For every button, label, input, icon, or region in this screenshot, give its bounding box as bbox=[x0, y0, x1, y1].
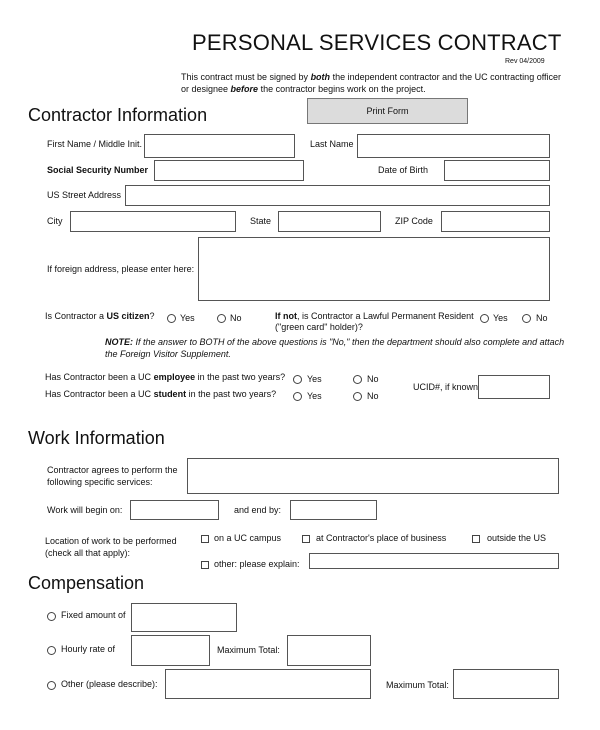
location-other-label: other: please explain: bbox=[214, 559, 300, 569]
location-contractor-label: at Contractor's place of business bbox=[316, 533, 447, 543]
permanent-resident-question-line-2: ("green card" holder)? bbox=[275, 322, 363, 332]
note-line-2: the Foreign Visitor Supplement. bbox=[105, 349, 231, 359]
other-compensation-radio[interactable] bbox=[47, 681, 56, 690]
hourly-rate-radio[interactable] bbox=[47, 646, 56, 655]
resident-no-label: No bbox=[536, 313, 548, 323]
revision-label: Rev 04/2009 bbox=[505, 58, 545, 65]
city-label: City bbox=[47, 216, 63, 226]
other-max-total-field[interactable] bbox=[453, 669, 559, 699]
fixed-amount-label: Fixed amount of bbox=[61, 610, 126, 620]
ucid-label: UCID#, if known bbox=[413, 382, 479, 392]
fixed-amount-field[interactable] bbox=[131, 603, 237, 632]
ssn-field[interactable] bbox=[154, 160, 304, 181]
other-max-total-label: Maximum Total: bbox=[386, 680, 449, 690]
contractor-section-heading: Contractor Information bbox=[28, 105, 208, 125]
dob-field[interactable] bbox=[444, 160, 550, 181]
work-begin-label: Work will begin on: bbox=[47, 505, 123, 515]
zip-field[interactable] bbox=[441, 211, 550, 232]
street-address-field[interactable] bbox=[125, 185, 550, 206]
street-address-label: US Street Address bbox=[47, 190, 122, 200]
services-label-1: Contractor agrees to perform the bbox=[47, 465, 178, 475]
last-name-field[interactable] bbox=[357, 134, 550, 158]
resident-yes-label: Yes bbox=[493, 313, 508, 323]
uc-student-question: Has Contractor been a UC student in the past two years? bbox=[45, 389, 277, 399]
resident-no-radio[interactable] bbox=[522, 314, 531, 323]
first-name-field[interactable] bbox=[144, 134, 295, 158]
hourly-max-total-field[interactable] bbox=[287, 635, 371, 666]
location-outside-label: outside the US bbox=[487, 533, 547, 543]
services-field[interactable] bbox=[187, 458, 559, 494]
employee-yes-radio[interactable] bbox=[293, 375, 302, 384]
services-label-2: following specific services: bbox=[47, 477, 153, 487]
employee-no-radio[interactable] bbox=[353, 375, 362, 384]
hourly-max-total-label: Maximum Total: bbox=[217, 645, 280, 655]
instruction-line-2: or designee before the contractor begins work on the project. bbox=[181, 84, 426, 94]
fixed-amount-radio[interactable] bbox=[47, 612, 56, 621]
permanent-resident-question: If not, is Contractor a Lawful Permanent Resident bbox=[275, 311, 474, 321]
work-section-heading: Work Information bbox=[28, 428, 165, 448]
state-field[interactable] bbox=[278, 211, 381, 232]
compensation-section-heading: Compensation bbox=[28, 573, 145, 593]
employee-yes-label: Yes bbox=[307, 374, 322, 384]
print-form-button[interactable]: Print Form bbox=[307, 98, 468, 124]
location-campus-label: on a UC campus bbox=[214, 533, 282, 543]
zip-label: ZIP Code bbox=[395, 216, 433, 226]
foreign-address-label: If foreign address, please enter here: bbox=[47, 264, 195, 274]
ucid-field[interactable] bbox=[478, 375, 550, 399]
location-contractor-checkbox[interactable] bbox=[302, 535, 310, 543]
student-no-radio[interactable] bbox=[353, 392, 362, 401]
foreign-address-field[interactable] bbox=[198, 237, 550, 301]
form-title: PERSONAL SERVICES CONTRACT bbox=[192, 30, 562, 55]
last-name-label: Last Name bbox=[310, 139, 354, 149]
work-end-label: and end by: bbox=[234, 505, 282, 515]
other-compensation-field[interactable] bbox=[165, 669, 371, 699]
note-line-1: NOTE: If the answer to BOTH of the above questions is "No," then the department should also complete and attach bbox=[105, 337, 565, 347]
citizen-yes-radio[interactable] bbox=[167, 314, 176, 323]
location-outside-checkbox[interactable] bbox=[472, 535, 480, 543]
employee-no-label: No bbox=[367, 374, 379, 384]
us-citizen-question: Is Contractor a US citizen? bbox=[45, 311, 155, 321]
location-label-2: (check all that apply): bbox=[45, 548, 131, 558]
student-yes-label: Yes bbox=[307, 391, 322, 401]
other-compensation-label: Other (please describe): bbox=[61, 679, 158, 689]
citizen-no-label: No bbox=[230, 313, 242, 323]
work-end-field[interactable] bbox=[290, 500, 377, 520]
location-label-1: Location of work to be performed bbox=[45, 536, 177, 546]
hourly-rate-field[interactable] bbox=[131, 635, 210, 666]
resident-yes-radio[interactable] bbox=[480, 314, 489, 323]
citizen-no-radio[interactable] bbox=[217, 314, 226, 323]
instruction-line-1: This contract must be signed by both the independent contractor and the UC contracting officer bbox=[181, 72, 562, 82]
first-name-label: First Name / Middle Init. bbox=[47, 139, 143, 149]
location-campus-checkbox[interactable] bbox=[201, 535, 209, 543]
location-other-checkbox[interactable] bbox=[201, 561, 209, 569]
dob-label: Date of Birth bbox=[378, 165, 429, 175]
ssn-label: Social Security Number bbox=[47, 165, 149, 175]
hourly-rate-label: Hourly rate of bbox=[61, 644, 116, 654]
citizen-yes-label: Yes bbox=[180, 313, 195, 323]
work-begin-field[interactable] bbox=[130, 500, 219, 520]
student-yes-radio[interactable] bbox=[293, 392, 302, 401]
student-no-label: No bbox=[367, 391, 379, 401]
city-field[interactable] bbox=[70, 211, 236, 232]
state-label: State bbox=[250, 216, 272, 226]
location-other-field[interactable] bbox=[309, 553, 559, 569]
uc-employee-question: Has Contractor been a UC employee in the past two years? bbox=[45, 372, 286, 382]
